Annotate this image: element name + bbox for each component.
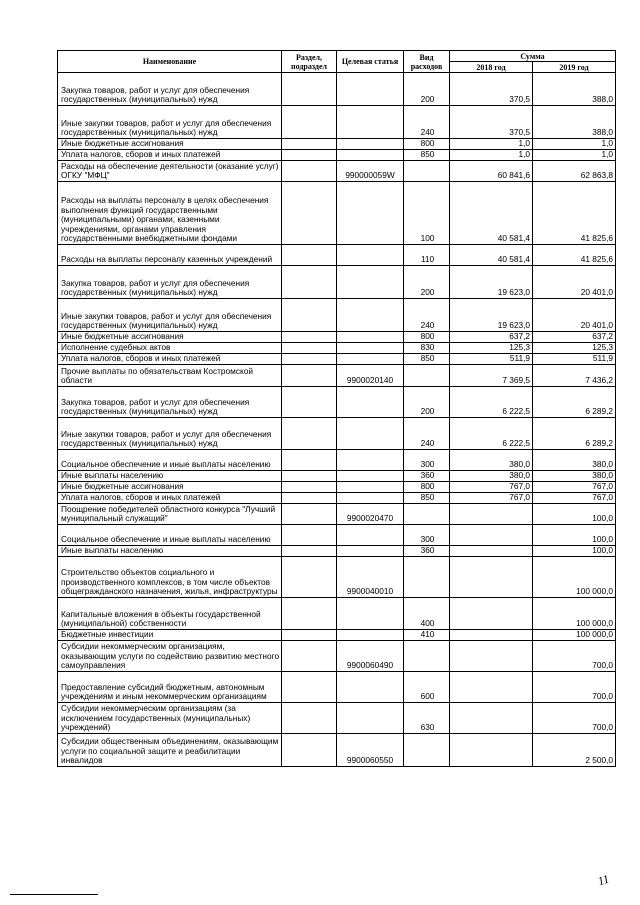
table-body: [58, 73, 616, 767]
cell-2019: 700,0: [533, 672, 616, 703]
table-row: [58, 150, 616, 161]
cell-section: [282, 365, 337, 387]
table-row: [58, 504, 616, 525]
cell-2018: [450, 525, 533, 546]
table-row: [58, 418, 616, 450]
cell-section: [282, 703, 337, 734]
cell-2019: 125,3: [533, 343, 616, 354]
cell-name: Субсидии общественным объединениям, оказывающим услуги по социальной защите и реабилитации инвалидов: [58, 734, 282, 767]
table-row: [58, 245, 616, 266]
cell-section: [282, 504, 337, 525]
cell-type: 240: [404, 418, 450, 450]
cell-type: [404, 641, 450, 672]
table-row: [58, 471, 616, 482]
cell-section: [282, 525, 337, 546]
cell-2019: 62 863,8: [533, 161, 616, 182]
table-row: [58, 641, 616, 672]
cell-target: [337, 73, 404, 106]
cell-section: [282, 245, 337, 266]
cell-target: [337, 418, 404, 450]
cell-2018: 60 841,6: [450, 161, 533, 182]
table-row: [58, 482, 616, 493]
cell-type: 200: [404, 387, 450, 418]
table-row: [58, 672, 616, 703]
cell-2018: 6 222,5: [450, 387, 533, 418]
cell-2019: 41 825,6: [533, 182, 616, 245]
cell-section: [282, 493, 337, 504]
cell-type: 600: [404, 672, 450, 703]
cell-type: [404, 557, 450, 598]
cell-2019: 700,0: [533, 703, 616, 734]
cell-name: Иные закупки товаров, работ и услуг для обеспечения государственных (муниципальных) нужд: [58, 418, 282, 450]
cell-type: 630: [404, 703, 450, 734]
cell-target: [337, 354, 404, 365]
cell-type: 850: [404, 354, 450, 365]
table-row: [58, 106, 616, 139]
cell-name: Иные закупки товаров, работ и услуг для обеспечения государственных (муниципальных) нужд: [58, 106, 282, 139]
cell-section: [282, 266, 337, 299]
table-row: [58, 450, 616, 471]
cell-2019: 767,0: [533, 482, 616, 493]
cell-2019: 100 000,0: [533, 598, 616, 630]
cell-type: 410: [404, 630, 450, 641]
cell-2018: 19 623,0: [450, 299, 533, 332]
cell-section: [282, 630, 337, 641]
cell-2019: 100 000,0: [533, 557, 616, 598]
cell-2019: 100,0: [533, 525, 616, 546]
cell-target: 990000059W: [337, 161, 404, 182]
cell-2018: 370,5: [450, 73, 533, 106]
table-row: [58, 630, 616, 641]
cell-type: 240: [404, 106, 450, 139]
cell-2019: 388,0: [533, 106, 616, 139]
cell-target: 9900040010: [337, 557, 404, 598]
header-name: Наименование: [58, 51, 282, 73]
cell-2018: [450, 504, 533, 525]
cell-2019: 700,0: [533, 641, 616, 672]
cell-2018: [450, 546, 533, 557]
cell-section: [282, 161, 337, 182]
cell-2018: 7 369,5: [450, 365, 533, 387]
cell-target: [337, 299, 404, 332]
cell-target: [337, 266, 404, 299]
table-row: [58, 598, 616, 630]
cell-name: Социальное обеспечение и иные выплаты населению: [58, 450, 282, 471]
table-row: [58, 557, 616, 598]
cell-target: [337, 106, 404, 139]
cell-target: [337, 182, 404, 245]
cell-2019: 100,0: [533, 504, 616, 525]
cell-type: 200: [404, 266, 450, 299]
cell-target: 9900060490: [337, 641, 404, 672]
cell-section: [282, 546, 337, 557]
cell-2019: 637,2: [533, 332, 616, 343]
table-row: [58, 139, 616, 150]
header-sum: Сумма: [450, 51, 616, 62]
cell-type: 360: [404, 546, 450, 557]
table-row: [58, 703, 616, 734]
cell-section: [282, 139, 337, 150]
cell-target: [337, 672, 404, 703]
cell-2018: 767,0: [450, 493, 533, 504]
cell-type: [404, 504, 450, 525]
cell-target: [337, 450, 404, 471]
header-section: Раздел, подраздел: [282, 51, 337, 73]
cell-target: [337, 482, 404, 493]
cell-target: [337, 598, 404, 630]
cell-name: Иные выплаты населению: [58, 546, 282, 557]
cell-target: [337, 703, 404, 734]
header-target: Целевая статья: [337, 51, 404, 73]
table-header: [58, 51, 616, 73]
cell-type: [404, 365, 450, 387]
header-type: Вид расходов: [404, 51, 450, 73]
cell-2019: 20 401,0: [533, 266, 616, 299]
cell-2018: 767,0: [450, 482, 533, 493]
cell-section: [282, 354, 337, 365]
cell-name: Бюджетные инвестиции: [58, 630, 282, 641]
cell-2019: 380,0: [533, 471, 616, 482]
cell-type: 110: [404, 245, 450, 266]
header-year-2018: 2018 год: [450, 62, 533, 73]
cell-2018: 370,5: [450, 106, 533, 139]
cell-name: Капитальные вложения в объекты государственной (муниципальной) собственности: [58, 598, 282, 630]
cell-name: Расходы на выплаты персоналу казенных учреждений: [58, 245, 282, 266]
table-row: [58, 354, 616, 365]
cell-2018: 511,9: [450, 354, 533, 365]
table-row: [58, 73, 616, 106]
cell-name: Иные бюджетные ассигнования: [58, 482, 282, 493]
cell-name: Закупка товаров, работ и услуг для обеспечения государственных (муниципальных) нужд: [58, 387, 282, 418]
cell-section: [282, 482, 337, 493]
cell-type: 850: [404, 150, 450, 161]
cell-name: Уплата налогов, сборов и иных платежей: [58, 493, 282, 504]
cell-section: [282, 332, 337, 343]
cell-2018: [450, 641, 533, 672]
cell-2019: 100 000,0: [533, 630, 616, 641]
cell-2018: 1,0: [450, 150, 533, 161]
cell-section: [282, 418, 337, 450]
cell-target: [337, 525, 404, 546]
cell-target: [337, 150, 404, 161]
cell-2018: [450, 630, 533, 641]
cell-section: [282, 343, 337, 354]
cell-type: 800: [404, 482, 450, 493]
cell-target: 9900060550: [337, 734, 404, 767]
cell-2018: 19 623,0: [450, 266, 533, 299]
cell-2019: 6 289,2: [533, 387, 616, 418]
cell-2018: 6 222,5: [450, 418, 533, 450]
cell-target: [337, 245, 404, 266]
cell-type: 830: [404, 343, 450, 354]
cell-name: Иные бюджетные ассигнования: [58, 332, 282, 343]
cell-name: Закупка товаров, работ и услуг для обеспечения государственных (муниципальных) нужд: [58, 73, 282, 106]
cell-name: Закупка товаров, работ и услуг для обеспечения государственных (муниципальных) нужд: [58, 266, 282, 299]
cell-type: 240: [404, 299, 450, 332]
cell-2018: 40 581,4: [450, 182, 533, 245]
cell-target: [337, 343, 404, 354]
cell-type: 300: [404, 450, 450, 471]
table-row: [58, 161, 616, 182]
table-row: [58, 299, 616, 332]
cell-2019: 380,0: [533, 450, 616, 471]
cell-target: [337, 630, 404, 641]
cell-section: [282, 450, 337, 471]
cell-2019: 20 401,0: [533, 299, 616, 332]
cell-name: Иные бюджетные ассигнования: [58, 139, 282, 150]
cell-section: [282, 106, 337, 139]
cell-name: Уплата налогов, сборов и иных платежей: [58, 150, 282, 161]
cell-section: [282, 598, 337, 630]
cell-type: 100: [404, 182, 450, 245]
cell-target: [337, 387, 404, 418]
cell-name: Строительство объектов социального и производственного комплексов, в том числе объектов общегражданского назначения, жилья, инфраструктуры: [58, 557, 282, 598]
cell-type: [404, 734, 450, 767]
cell-type: 800: [404, 332, 450, 343]
cell-2018: 380,0: [450, 471, 533, 482]
cell-type: 850: [404, 493, 450, 504]
table-row: [58, 525, 616, 546]
cell-name: Расходы на выплаты персоналу в целях обеспечения выполнения функций государственными (муниципальными) органами, казенными учреждениями, органами управления государственными внебюджетными фондами: [58, 182, 282, 245]
cell-name: Субсидии некоммерческим организациям (за исключением государственных (муниципальных) учреждений): [58, 703, 282, 734]
cell-2018: [450, 598, 533, 630]
cell-2018: [450, 703, 533, 734]
footer-rule: [10, 894, 98, 895]
cell-name: Иные выплаты населению: [58, 471, 282, 482]
table-row: [58, 365, 616, 387]
cell-section: [282, 672, 337, 703]
cell-2018: 637,2: [450, 332, 533, 343]
table-row: [58, 343, 616, 354]
cell-2019: 388,0: [533, 73, 616, 106]
cell-name: Поощрение победителей областного конкурса "Лучший муниципальный служащий": [58, 504, 282, 525]
cell-section: [282, 557, 337, 598]
cell-2018: [450, 734, 533, 767]
cell-target: [337, 139, 404, 150]
cell-target: 9900020140: [337, 365, 404, 387]
table-row: [58, 546, 616, 557]
cell-2018: 1,0: [450, 139, 533, 150]
cell-2019: 6 289,2: [533, 418, 616, 450]
cell-section: [282, 387, 337, 418]
cell-section: [282, 641, 337, 672]
cell-2019: 7 436,2: [533, 365, 616, 387]
cell-2019: 2 500,0: [533, 734, 616, 767]
cell-type: 360: [404, 471, 450, 482]
cell-section: [282, 150, 337, 161]
table-row: [58, 332, 616, 343]
cell-name: Исполнение судебных актов: [58, 343, 282, 354]
cell-2019: 767,0: [533, 493, 616, 504]
cell-2018: 380,0: [450, 450, 533, 471]
header-year-2019: 2019 год: [533, 62, 616, 73]
cell-2018: [450, 557, 533, 598]
cell-2019: 1,0: [533, 150, 616, 161]
cell-name: Иные закупки товаров, работ и услуг для обеспечения государственных (муниципальных) нужд: [58, 299, 282, 332]
cell-type: [404, 161, 450, 182]
table-row: [58, 182, 616, 245]
cell-name: Расходы на обеспечение деятельности (оказание услуг) ОГКУ "МФЦ": [58, 161, 282, 182]
cell-2019: 100,0: [533, 546, 616, 557]
table-row: [58, 387, 616, 418]
cell-target: [337, 471, 404, 482]
table-row: [58, 266, 616, 299]
cell-target: 9900020470: [337, 504, 404, 525]
table-row: [58, 734, 616, 767]
cell-target: [337, 332, 404, 343]
cell-name: Прочие выплаты по обязательствам Костромской области: [58, 365, 282, 387]
table-row: [58, 493, 616, 504]
cell-2019: 1,0: [533, 139, 616, 150]
cell-section: [282, 73, 337, 106]
budget-table: [57, 50, 616, 767]
cell-type: 400: [404, 598, 450, 630]
cell-2018: 125,3: [450, 343, 533, 354]
cell-name: Уплата налогов, сборов и иных платежей: [58, 354, 282, 365]
cell-section: [282, 734, 337, 767]
cell-2018: 40 581,4: [450, 245, 533, 266]
cell-name: Субсидии некоммерческим организациям, оказывающим услуги по содействию развитию местного самоуправления: [58, 641, 282, 672]
page-mark: 11: [595, 871, 611, 889]
cell-section: [282, 471, 337, 482]
cell-2019: 511,9: [533, 354, 616, 365]
cell-target: [337, 546, 404, 557]
cell-type: 200: [404, 73, 450, 106]
cell-type: 300: [404, 525, 450, 546]
cell-section: [282, 299, 337, 332]
cell-name: Предоставление субсидий бюджетным, автономным учреждениям и иным некоммерческим организациям: [58, 672, 282, 703]
cell-name: Социальное обеспечение и иные выплаты населению: [58, 525, 282, 546]
cell-target: [337, 493, 404, 504]
cell-section: [282, 182, 337, 245]
cell-type: 800: [404, 139, 450, 150]
cell-2018: [450, 672, 533, 703]
cell-2019: 41 825,6: [533, 245, 616, 266]
